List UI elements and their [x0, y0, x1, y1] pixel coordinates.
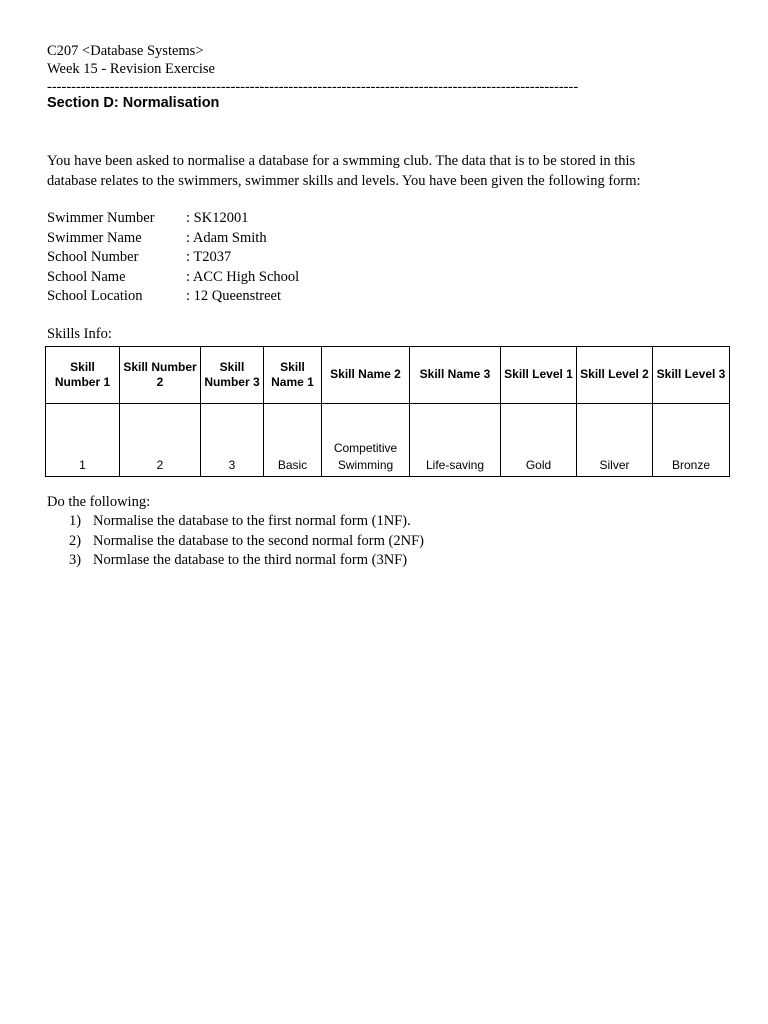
field-swimmer-name: [47, 229, 299, 249]
column-header: Skill Level 1: [501, 347, 577, 404]
item-number: 3): [69, 552, 82, 568]
table-cell: Bronze: [653, 404, 730, 477]
table-cell: Basic: [264, 404, 322, 477]
task-list-title: Do the following:: [47, 494, 151, 510]
list-item: [47, 512, 424, 532]
item-text: Normlase the database to the third normal form (3NF): [93, 552, 408, 568]
column-header: Skill Name 2: [322, 347, 410, 404]
course-title: C207 <Database Systems>: [47, 43, 204, 59]
table-cell: Gold: [501, 404, 577, 477]
field-swimmer-number: [47, 209, 299, 229]
column-header: Skill Level 2: [577, 347, 653, 404]
task-list: [47, 493, 424, 571]
table-header-row: [46, 347, 730, 404]
skills-info-label: Skills Info:: [47, 326, 112, 342]
table-cell: 3: [201, 404, 264, 477]
field-value: : T2037: [186, 249, 232, 265]
item-number: 1): [69, 513, 82, 529]
item-text: Normalise the database to the second normal form (2NF): [93, 532, 424, 549]
task-items: [47, 512, 424, 571]
field-value: : 12 Queenstreet: [186, 288, 282, 304]
swimmer-form: [47, 209, 299, 307]
table-cell: Life-saving: [410, 404, 501, 477]
field-label: Swimmer Name: [47, 229, 142, 246]
section-title: Section D: Normalisation: [47, 95, 220, 111]
intro-line-2: database relates to the swimmers, swimmer skills and levels. You have been given the following form:: [47, 173, 641, 189]
field-label: School Name: [47, 268, 126, 285]
field-school-number: [47, 248, 299, 268]
column-header: Skill Name 3: [410, 347, 501, 404]
column-header: Skill Level 3: [653, 347, 730, 404]
field-value: : SK12001: [186, 210, 249, 226]
field-school-location: [47, 287, 299, 307]
column-header: Skill Number 1: [46, 347, 120, 404]
table-cell: Competitive Swimming: [322, 404, 410, 477]
table-cell: Silver: [577, 404, 653, 477]
list-item: [47, 551, 424, 571]
table-cell: 2: [120, 404, 201, 477]
field-value: : Adam Smith: [186, 229, 267, 246]
intro-line-1: You have been asked to normalise a database for a swmming club. The data that is to be stored in this: [47, 153, 636, 169]
list-item: [47, 532, 424, 552]
dashed-rule: --------------------------------------------------------------------------------------------------------------: [47, 79, 579, 95]
field-label: School Number: [47, 249, 139, 265]
column-header: Skill Name 1: [264, 347, 322, 404]
intro-paragraph: [47, 151, 737, 191]
column-header: Skill Number 2: [120, 347, 201, 404]
item-number: 2): [69, 532, 82, 549]
item-text: Normalise the database to the first normal form (1NF).: [93, 513, 411, 529]
week-title: Week 15 - Revision Exercise: [47, 61, 215, 77]
column-header: Skill Number 3: [201, 347, 264, 404]
table-cell: 1: [46, 404, 120, 477]
skills-table: [45, 346, 730, 477]
field-school-name: [47, 268, 299, 288]
table-row: [46, 404, 730, 477]
field-label: School Location: [47, 288, 143, 304]
field-label: Swimmer Number: [47, 210, 155, 226]
field-value: : ACC High School: [186, 268, 300, 285]
